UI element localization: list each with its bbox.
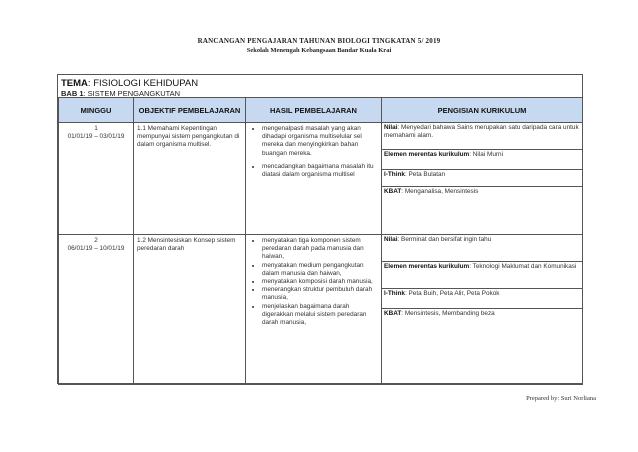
- objective-cell: 1.1 Memahami Kepentingan mempunyai sistem pengangkutan di dalam organisma multisel.: [134, 123, 246, 235]
- week-cell: [59, 235, 134, 385]
- kurikulum-ithink: I-Think: Peta Bulatan: [382, 170, 582, 187]
- week-cell: [59, 123, 134, 235]
- kurikulum-cell: [382, 123, 583, 235]
- table-row: [59, 235, 583, 385]
- school-name: Sekolah Menengah Kebangsaan Bandar Kuala Krai: [246, 47, 392, 54]
- document-title: RANCANGAN PENGAJARAN TAHUNAN BIOLOGI TINGKATAN 5/ 2019: [197, 37, 441, 45]
- list-item: • menyatakan medium pengangkutan dalam manusia dan haiwan,: [262, 262, 379, 278]
- list-item: • menyatakan komposisi darah manusia,: [262, 278, 379, 286]
- column-header-pengisian: PENGISIAN KURIKULUM: [382, 98, 583, 123]
- column-header-objektif: OBJEKTIF PEMBELAJARAN: [134, 98, 246, 123]
- kurikulum-kbat: KBAT: Menganalisa, Mensintesis: [384, 188, 479, 195]
- column-header-minggu: MINGGU: [59, 98, 134, 123]
- kurikulum-kbat: KBAT: Mensintesis, Membanding beza: [384, 310, 495, 317]
- tema-header: [58, 75, 582, 98]
- outcomes-cell: [246, 235, 382, 385]
- kurikulum-ithink: I-Think: Peta Buih, Peta Alir, Peta Pokok: [382, 289, 582, 309]
- prepared-by: Prepared by: Suri Norliana: [526, 395, 596, 402]
- list-item: • menyatakan tiga komponen sistem peredaran darah pada manusia dan haiwan,: [262, 237, 379, 262]
- week-number: 1: [94, 125, 98, 132]
- tema-title: [61, 78, 198, 89]
- kurikulum-elemen: Elemen merentas kurikulum: Nilai Murni: [382, 150, 582, 170]
- kurikulum-cell: [382, 235, 583, 385]
- table-row: [59, 123, 583, 235]
- plan-table: [58, 97, 583, 385]
- objective-cell: 1.2 Mensintesiskan Konsep sistem peredaran darah: [134, 235, 246, 385]
- column-header-hasil: HASIL PEMBELAJARAN: [246, 98, 382, 123]
- kurikulum-elemen: Elemen merentas kurikulum: Teknologi Maklumat dan Komunikasi: [382, 262, 582, 289]
- bab-label: BAB 1: [61, 89, 84, 98]
- list-item: • menjelaskan bagaimana darah digerakkan melalui sistem peredaran darah manusia,: [262, 303, 379, 328]
- week-dates: 06/01/19 – 10/01/19: [67, 245, 125, 253]
- week-dates: 01/01/19 – 03/01/19: [67, 133, 125, 141]
- list-item: • mencadangkan bagaimana masalah itu diatasi dalam organisma multisel: [262, 163, 379, 179]
- kurikulum-nilai: Nilai: Berminat dan bersifat ingin tahu: [382, 235, 582, 262]
- outcomes-cell: [246, 123, 382, 235]
- tema-value: : FISIOLOGI KEHIDUPAN: [87, 78, 199, 89]
- list-item: • menerangkan struktur pembuluh darah manusia,: [262, 286, 379, 302]
- plan-sheet: [57, 74, 583, 384]
- tema-label: TEMA: [61, 78, 88, 89]
- week-number: 2: [94, 237, 98, 244]
- table-header-row: [59, 98, 583, 123]
- kurikulum-nilai: Nilai: Menyedari bahawa Sains merupakan satu daripada cara untuk memahami alam.: [382, 123, 582, 150]
- bab-value: : SISTEM PENGANGKUTAN: [83, 89, 181, 98]
- list-item: • mengenalpasti masalah yang akan dihadapi organisma multiselular sel mereka dan menyingkirkan bahan buangan mereka.: [262, 125, 379, 158]
